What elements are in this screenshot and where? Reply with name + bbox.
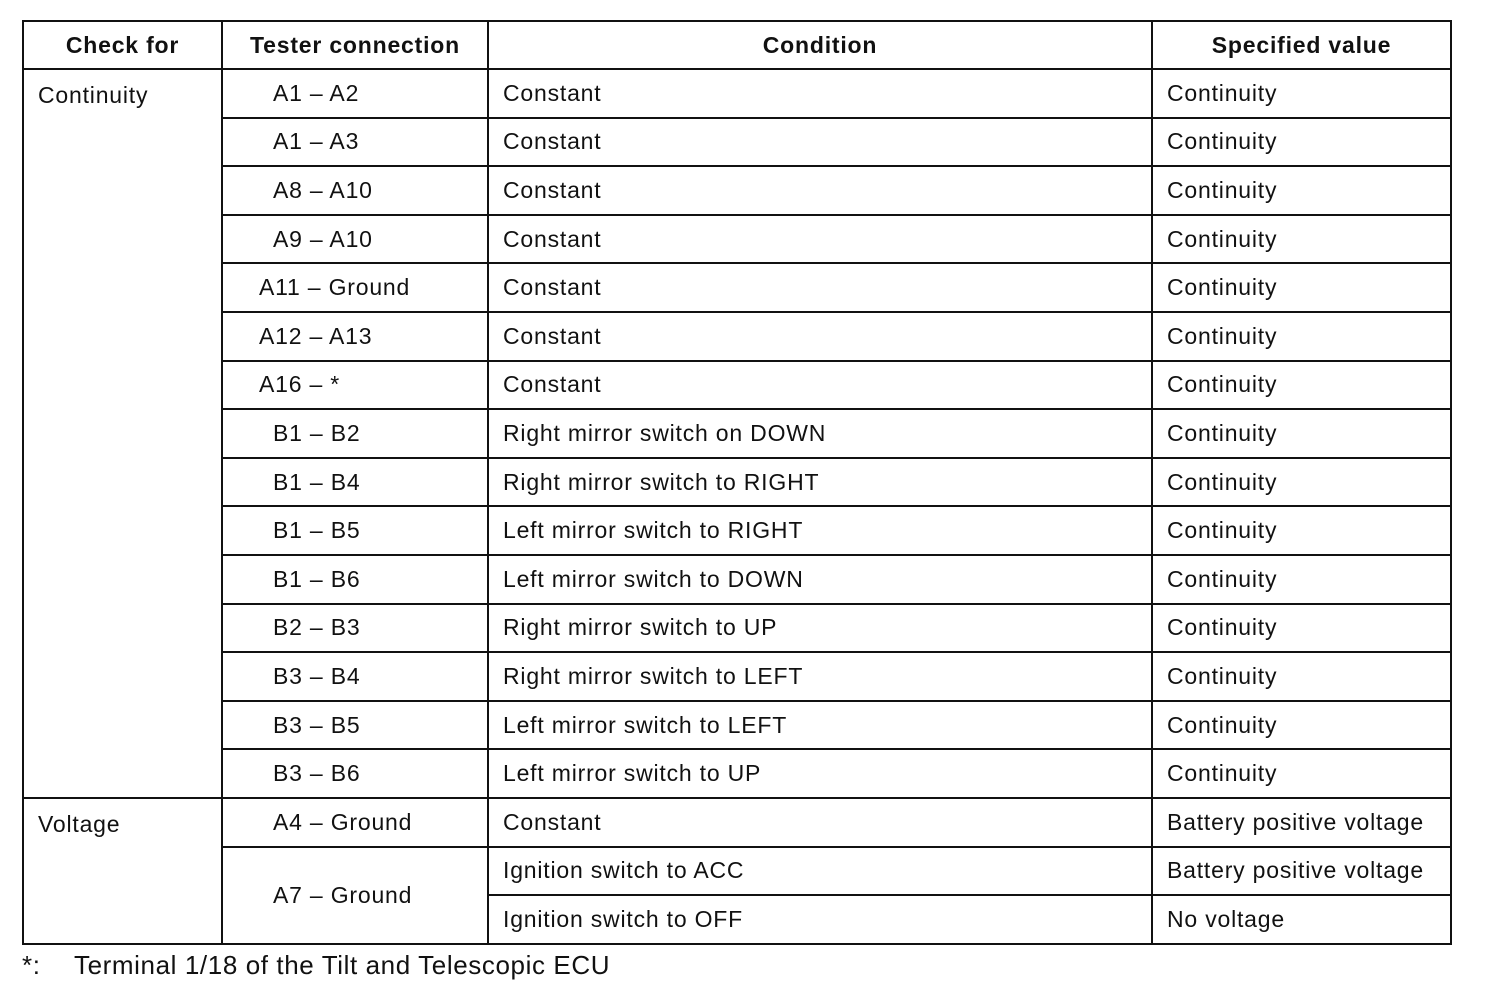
table-row bbox=[23, 312, 1451, 361]
tester-connection-cell: B3 – B4 bbox=[222, 652, 488, 701]
specified-value-cell: Continuity bbox=[1152, 215, 1451, 264]
table-row bbox=[23, 555, 1451, 604]
specified-value-cell: Continuity bbox=[1152, 458, 1451, 507]
specified-value-cell: Continuity bbox=[1152, 409, 1451, 458]
inspection-table bbox=[22, 20, 1452, 945]
footnote-text: Terminal 1/18 of the Tilt and Telescopic ECU bbox=[74, 950, 611, 980]
condition-cell: Constant bbox=[488, 263, 1152, 312]
tester-connection-cell: B1 – B2 bbox=[222, 409, 488, 458]
condition-cell: Left mirror switch to UP bbox=[488, 749, 1152, 798]
table-row bbox=[23, 118, 1451, 167]
tester-connection-cell: A12 – A13 bbox=[222, 312, 488, 361]
tester-connection-cell: A11 – Ground bbox=[222, 263, 488, 312]
table-row bbox=[23, 701, 1451, 750]
footnote bbox=[22, 950, 610, 981]
condition-cell: Ignition switch to OFF bbox=[488, 895, 1152, 944]
specified-value-cell: Continuity bbox=[1152, 506, 1451, 555]
header-tester-connection: Tester connection bbox=[222, 21, 488, 69]
tester-connection-cell: A7 – Ground bbox=[222, 847, 488, 944]
table-row bbox=[23, 847, 1451, 896]
condition-cell: Constant bbox=[488, 118, 1152, 167]
tester-connection-cell: B1 – B6 bbox=[222, 555, 488, 604]
specified-value-cell: Battery positive voltage bbox=[1152, 847, 1451, 896]
condition-cell: Left mirror switch to RIGHT bbox=[488, 506, 1152, 555]
header-row bbox=[23, 21, 1451, 69]
specified-value-cell: Continuity bbox=[1152, 166, 1451, 215]
table-row bbox=[23, 458, 1451, 507]
tester-connection-cell: A4 – Ground bbox=[222, 798, 488, 847]
tester-connection-cell: A8 – A10 bbox=[222, 166, 488, 215]
tester-connection-cell: B3 – B6 bbox=[222, 749, 488, 798]
condition-cell: Ignition switch to ACC bbox=[488, 847, 1152, 896]
specified-value-cell: Continuity bbox=[1152, 312, 1451, 361]
header-condition: Condition bbox=[488, 21, 1152, 69]
table-row bbox=[23, 166, 1451, 215]
tester-connection-cell: B1 – B5 bbox=[222, 506, 488, 555]
table-row bbox=[23, 263, 1451, 312]
tester-connection-cell: B3 – B5 bbox=[222, 701, 488, 750]
condition-cell: Left mirror switch to DOWN bbox=[488, 555, 1152, 604]
condition-cell: Left mirror switch to LEFT bbox=[488, 701, 1152, 750]
specified-value-cell: Continuity bbox=[1152, 749, 1451, 798]
condition-cell: Constant bbox=[488, 361, 1152, 410]
table-row bbox=[23, 798, 1451, 847]
specified-value-cell: Continuity bbox=[1152, 361, 1451, 410]
specified-value-cell: Continuity bbox=[1152, 263, 1451, 312]
table-row bbox=[23, 604, 1451, 653]
condition-cell: Right mirror switch on DOWN bbox=[488, 409, 1152, 458]
tester-connection-cell: A9 – A10 bbox=[222, 215, 488, 264]
table-row bbox=[23, 506, 1451, 555]
table-row bbox=[23, 215, 1451, 264]
specified-value-cell: Continuity bbox=[1152, 69, 1451, 118]
specified-value-cell: Continuity bbox=[1152, 555, 1451, 604]
table-row bbox=[23, 749, 1451, 798]
table-row bbox=[23, 409, 1451, 458]
footnote-mark: *: bbox=[22, 950, 41, 980]
condition-cell: Right mirror switch to UP bbox=[488, 604, 1152, 653]
specified-value-cell: Continuity bbox=[1152, 604, 1451, 653]
tester-connection-cell: B1 – B4 bbox=[222, 458, 488, 507]
specified-value-cell: Continuity bbox=[1152, 701, 1451, 750]
header-specified-value: Specified value bbox=[1152, 21, 1451, 69]
table-row bbox=[23, 69, 1451, 118]
condition-cell: Constant bbox=[488, 166, 1152, 215]
tester-connection-cell: B2 – B3 bbox=[222, 604, 488, 653]
specified-value-cell: Continuity bbox=[1152, 652, 1451, 701]
specified-value-cell: Continuity bbox=[1152, 118, 1451, 167]
specified-value-cell: No voltage bbox=[1152, 895, 1451, 944]
condition-cell: Constant bbox=[488, 312, 1152, 361]
condition-cell: Right mirror switch to RIGHT bbox=[488, 458, 1152, 507]
tester-connection-cell: A1 – A3 bbox=[222, 118, 488, 167]
tester-connection-cell: A16 – * bbox=[222, 361, 488, 410]
condition-cell: Constant bbox=[488, 215, 1152, 264]
group-voltage: Voltage bbox=[23, 798, 222, 944]
group-continuity: Continuity bbox=[23, 69, 222, 798]
header-check-for: Check for bbox=[23, 21, 222, 69]
table-row bbox=[23, 361, 1451, 410]
condition-cell: Right mirror switch to LEFT bbox=[488, 652, 1152, 701]
condition-cell: Constant bbox=[488, 798, 1152, 847]
specified-value-cell: Battery positive voltage bbox=[1152, 798, 1451, 847]
tester-connection-cell: A1 – A2 bbox=[222, 69, 488, 118]
condition-cell: Constant bbox=[488, 69, 1152, 118]
table-row bbox=[23, 652, 1451, 701]
